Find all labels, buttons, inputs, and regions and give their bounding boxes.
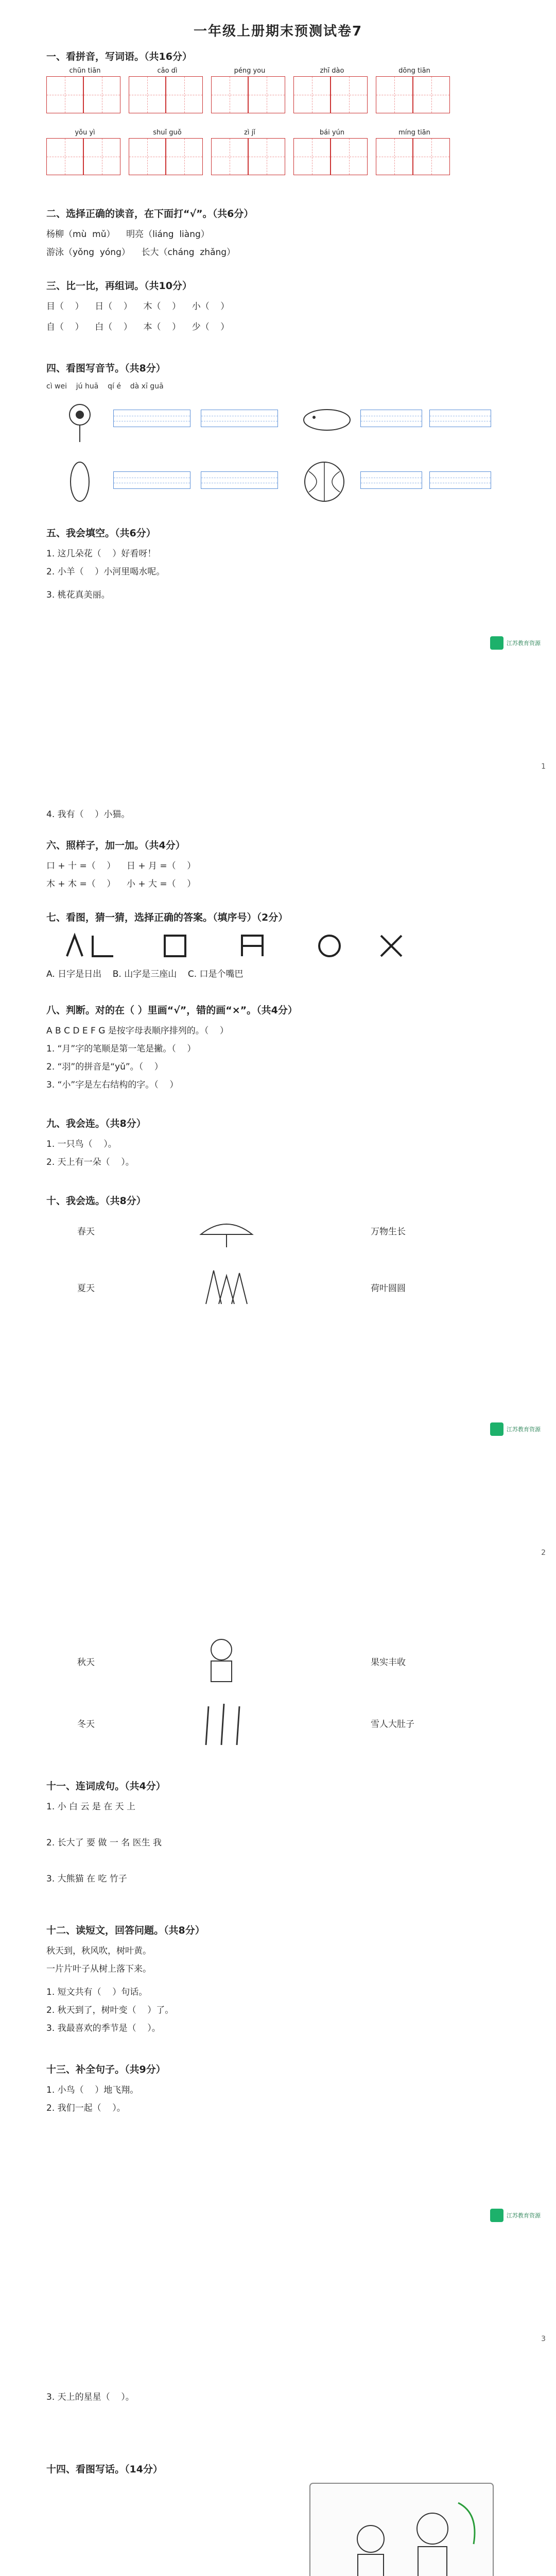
brand-text: 江苏教育资源 [507, 2212, 541, 2219]
section-9-heading: 九、我会连。（共8分） [46, 1118, 146, 1129]
pinyin-label: zhī dào [320, 67, 344, 75]
pinyin-word-cell [211, 67, 288, 113]
pinyin-label: shuǐ guǒ [153, 129, 182, 137]
page-number: 2 [541, 1549, 546, 1557]
brand-text: 江苏教育资源 [507, 640, 541, 647]
season-label: 春天 [77, 1227, 95, 1237]
fish-illustration [299, 397, 355, 443]
pinyin-writing-box[interactable] [360, 410, 491, 429]
season-phrase: 雪人大肚子 [371, 1719, 414, 1730]
season-label: 夏天 [77, 1283, 95, 1294]
section-12-line: 2. 秋天到了，树叶变（ ）了。 [46, 2005, 174, 2015]
writing-grid-box[interactable] [376, 76, 413, 113]
pinyin-label: míng tiān [398, 129, 430, 137]
pinyin-writing-box[interactable] [360, 471, 491, 491]
section-13-heading: 十三、补全句子。（共9分） [46, 2064, 166, 2075]
section-10-heading: 十、我会选。（共8分） [46, 1195, 146, 1207]
crops-illustration [196, 1696, 252, 1748]
pinyin-label: chūn tiān [69, 67, 101, 75]
pinyin-writing-box[interactable] [113, 471, 278, 491]
brand-logo-icon [490, 1422, 503, 1436]
pinyin-label: péng you [234, 67, 266, 75]
writing-grid-box[interactable] [129, 138, 166, 175]
section-2-line: 游泳（yǒng yóng） 长大（cháng zhǎng） [46, 247, 236, 258]
writing-grid-box[interactable] [211, 76, 248, 113]
flower-illustration [57, 397, 103, 443]
section-6-line: 口 + 十 =（ ） 日 + 月 =（ ） [46, 861, 196, 871]
section-3-line: 目（ ） 日（ ） 木（ ） 小（ ） [46, 301, 230, 312]
section-11-line: 2. 长大了 要 做 一 名 医生 我 [46, 1838, 162, 1848]
writing-grid-box[interactable] [376, 138, 413, 175]
section-4-heading: 四、看图写音节。（共8分） [46, 363, 166, 374]
season-phrase: 荷叶圆圆 [371, 1283, 406, 1294]
writing-grid-box[interactable] [248, 138, 285, 175]
section-6-line: 木 + 木 =（ ） 小 + 大 =（ ） [46, 879, 196, 889]
writing-grid-box[interactable] [83, 76, 120, 113]
pinyin-label: dōng tiān [398, 67, 430, 75]
page-2 [0, 786, 556, 1572]
brand-text: 江苏教育资源 [507, 1426, 541, 1433]
writing-grid-box[interactable] [129, 76, 166, 113]
pinyin-word-cell [46, 129, 124, 175]
page-number: 1 [541, 762, 546, 771]
pinyin-label: zì jǐ [244, 129, 255, 137]
writing-grid-box[interactable] [248, 76, 285, 113]
pinyin-word-cell [293, 67, 371, 113]
pinyin-grid-row-1 [46, 67, 453, 113]
writing-grid-box[interactable] [166, 76, 203, 113]
pinyin-word-cell [293, 129, 371, 175]
pinyin-word-cell [211, 129, 288, 175]
section-9-line: 2. 天上有一朵（ ）。 [46, 1157, 134, 1167]
section-5-line: 4. 我有（ ）小猫。 [46, 809, 130, 820]
section-3-heading: 三、比一比，再组词。（共10分） [46, 280, 192, 292]
brand-mark [490, 2209, 541, 2222]
section-1-heading: 一、看拼音，写词语。（共16分） [46, 51, 192, 62]
section-5-line: 3. 桃花真美丽。 [46, 590, 110, 600]
corn-illustration [57, 459, 103, 505]
writing-grid-box[interactable] [331, 138, 368, 175]
section-5-line: 2. 小羊（ ）小河里喝水呢。 [46, 567, 165, 577]
brand-mark [490, 1422, 541, 1436]
writing-grid-box[interactable] [331, 76, 368, 113]
pinyin-grid-row-2 [46, 129, 453, 175]
section-5-heading: 五、我会填空。（共6分） [46, 528, 156, 539]
brand-mark [490, 636, 541, 650]
section-2-line: 杨柳（mù mǔ） 明亮（liáng liàng） [46, 229, 210, 240]
writing-grid-box[interactable] [413, 138, 450, 175]
season-phrase: 万物生长 [371, 1227, 406, 1237]
section-12-line: 一片片叶子从树上落下来。 [46, 1964, 151, 1974]
doc-title: 一年级上册期末预测试卷7 [193, 24, 363, 39]
section-12-line: 3. 我最喜欢的季节是（ ）。 [46, 2023, 161, 2033]
season-label: 冬天 [77, 1719, 95, 1730]
season-label: 秋天 [77, 1657, 95, 1668]
brand-logo-icon [490, 636, 503, 650]
section-8-line: 1. “月”字的笔顺是第一笔是撇。（ ） [46, 1044, 196, 1054]
section-11-heading: 十一、连词成句。（共4分） [46, 1781, 166, 1792]
section-3-line: 自（ ） 白（ ） 本（ ） 少（ ） [46, 322, 230, 332]
brand-logo-icon [490, 2209, 503, 2222]
writing-grid-box[interactable] [166, 138, 203, 175]
pinyin-label: cǎo dì [157, 67, 178, 75]
section-11-line: 3. 大熊猫 在 吃 竹子 [46, 1874, 127, 1884]
pinyin-word-cell [376, 67, 453, 113]
grass-illustration [196, 1265, 257, 1307]
section-7-heading: 七、看图，猜一猜，选择正确的答案。（填序号）（2分） [46, 912, 288, 923]
pinyin-label: yǒu yì [75, 129, 95, 137]
pinyin-word-cell [129, 67, 206, 113]
pinyin-label: bái yún [319, 129, 345, 137]
season-phrase: 果实丰收 [371, 1657, 406, 1668]
watermelon-illustration [299, 459, 350, 505]
writing-grid-box[interactable] [83, 138, 120, 175]
writing-grid-box[interactable] [46, 76, 83, 113]
section-13-line: 3. 天上的星星（ ）。 [46, 2392, 134, 2402]
section-6-heading: 六、照样子，加一加。（共4分） [46, 840, 185, 851]
section-9-line: 1. 一只鸟（ ）。 [46, 1139, 117, 1149]
umbrella-illustration [196, 1214, 257, 1250]
writing-grid-box[interactable] [293, 138, 331, 175]
section-4-pinyin: cì wei jú huā qí é dà xī guā [46, 382, 164, 391]
section-13-line: 2. 我们一起（ ）。 [46, 2103, 126, 2113]
section-14-heading: 十四、看图写话。（14分） [46, 2464, 163, 2475]
picture-prompt-illustration [309, 2482, 494, 2576]
pinyin-writing-box[interactable] [113, 410, 278, 429]
section-2-heading: 二、选择正确的读音，在下面打“√”。（共6分） [46, 208, 254, 219]
pinyin-word-cell [129, 129, 206, 175]
writing-grid-box[interactable] [46, 138, 83, 175]
writing-grid-box[interactable] [293, 76, 331, 113]
pinyin-word-cell [46, 67, 124, 113]
section-12-line: 秋天到，秋风吹，树叶黄。 [46, 1946, 151, 1956]
ancient-characters-row [62, 930, 422, 961]
child-illustration [196, 1634, 247, 1686]
page-3 [0, 1572, 556, 2359]
page-1 [0, 0, 556, 786]
writing-grid-box[interactable] [211, 138, 248, 175]
section-8-line: 2. “羽”的拼音是“yǔ”。（ ） [46, 1062, 163, 1072]
page-number: 3 [541, 2335, 546, 2343]
page-4 [0, 2359, 556, 2576]
writing-grid-box[interactable] [413, 76, 450, 113]
section-11-line: 1. 小 白 云 是 在 天 上 [46, 1802, 136, 1812]
section-12-heading: 十二、读短文，回答问题。（共8分） [46, 1925, 205, 1936]
section-8-line: A B C D E F G 是按字母表顺序排列的。（ ） [46, 1026, 229, 1036]
section-12-line: 1. 短文共有（ ）句话。 [46, 1987, 148, 1997]
section-7-options: A. 日字是日出 B. 山字是三座山 C. 口是个嘴巴 [46, 969, 244, 979]
section-8-heading: 八、判断。对的在（ ）里画“√”，错的画“×”。（共4分） [46, 1005, 298, 1016]
section-8-line: 3. “小”字是左右结构的字。（ ） [46, 1080, 179, 1090]
pinyin-word-cell [376, 129, 453, 175]
section-13-line: 1. 小鸟（ ）地飞翔。 [46, 2085, 139, 2095]
section-5-line: 1. 这几朵花（ ）好看呀！ [46, 549, 157, 559]
